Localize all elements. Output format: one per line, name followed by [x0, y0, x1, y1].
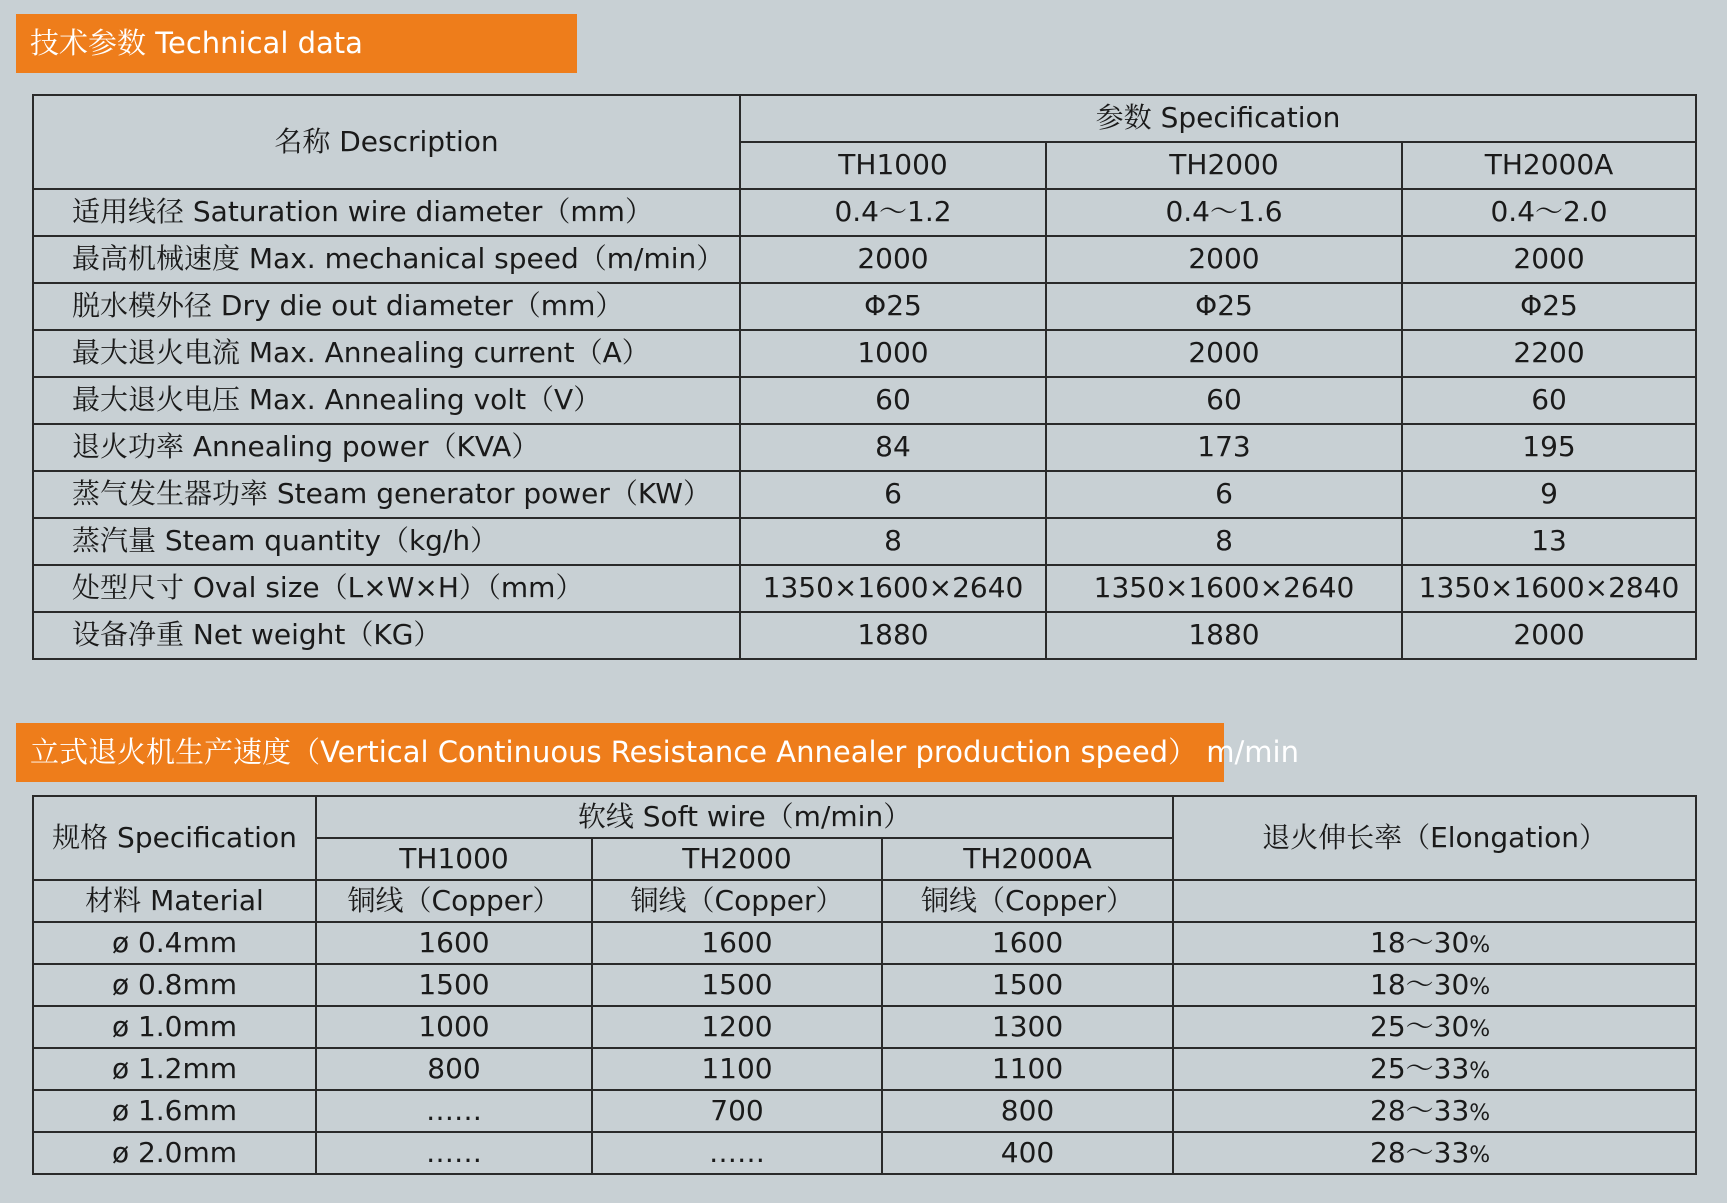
elongation-range: 18～30 — [1370, 967, 1470, 1001]
table-row — [33, 283, 1696, 330]
cell-th1000: 0.4～1.2 — [740, 189, 1046, 236]
model-header-th2000a: TH2000A — [882, 838, 1173, 880]
production-speed-title: 立式退火机生产速度（Vertical Continuous Resistance Annealer production speed） m/min — [30, 735, 1299, 769]
soft-wire-header: 软线 Soft wire（m/min） — [316, 796, 1173, 838]
cell-th2000a: 13 — [1402, 518, 1696, 565]
elongation-range: 25～33 — [1370, 1051, 1470, 1085]
table-row — [33, 1132, 1696, 1174]
cell-th2000a: 1100 — [882, 1048, 1173, 1090]
cell-th2000: 2000 — [1046, 236, 1402, 283]
cell-th2000a: 1500 — [882, 964, 1173, 1006]
cell-th2000: 1350×1600×2640 — [1046, 565, 1402, 612]
wire-size: ø 2.0mm — [33, 1132, 316, 1174]
table-header-row — [33, 796, 1696, 838]
cell-th2000a: 1300 — [882, 1006, 1173, 1048]
row-description: 蒸气发生器功率 Steam generator power（KW） — [33, 471, 740, 518]
table-row — [33, 1090, 1696, 1132]
material-header: 材料 Material — [33, 880, 316, 922]
copper-label: 铜线（Copper） — [882, 880, 1173, 922]
cell-th2000: Φ25 — [1046, 283, 1402, 330]
material-row — [33, 880, 1696, 922]
row-description: 最大退火电压 Max. Annealing volt（V） — [33, 377, 740, 424]
row-description: 脱水模外径 Dry die out diameter（mm） — [33, 283, 740, 330]
cell-th1000: 2000 — [740, 236, 1046, 283]
row-description: 蒸汽量 Steam quantity（kg/h） — [33, 518, 740, 565]
table-row — [33, 1048, 1696, 1090]
table-row — [33, 565, 1696, 612]
cell-th2000: 60 — [1046, 377, 1402, 424]
cell-th2000a: 2200 — [1402, 330, 1696, 377]
copper-label: 铜线（Copper） — [316, 880, 592, 922]
cell-th2000a: 2000 — [1402, 236, 1696, 283]
elongation-range: 28～33 — [1370, 1093, 1470, 1127]
cell-th2000: 0.4～1.6 — [1046, 189, 1402, 236]
row-description: 适用线径 Saturation wire diameter（mm） — [33, 189, 740, 236]
row-description: 最高机械速度 Max. mechanical speed（m/min） — [33, 236, 740, 283]
table-row — [33, 612, 1696, 659]
table-row — [33, 424, 1696, 471]
specification-header: 规格 Specification — [33, 796, 316, 880]
elongation-cell — [1173, 922, 1696, 964]
table-row — [33, 377, 1696, 424]
cell-th2000: 1100 — [592, 1048, 882, 1090]
cell-th2000a: 60 — [1402, 377, 1696, 424]
cell-th1000: …… — [316, 1132, 592, 1174]
model-header-th1000: TH1000 — [740, 142, 1046, 189]
model-header-th2000: TH2000 — [592, 838, 882, 880]
table-row — [33, 330, 1696, 377]
percent-unit: % — [1469, 1142, 1491, 1168]
table-row — [33, 922, 1696, 964]
percent-unit: % — [1469, 1100, 1491, 1126]
wire-size: ø 0.8mm — [33, 964, 316, 1006]
cell-th2000: …… — [592, 1132, 882, 1174]
cell-th1000: 1500 — [316, 964, 592, 1006]
cell-th1000: 1600 — [316, 922, 592, 964]
row-description: 处型尺寸 Oval size（L×W×H）（mm） — [33, 565, 740, 612]
cell-th2000: 1500 — [592, 964, 882, 1006]
cell-th1000: 6 — [740, 471, 1046, 518]
cell-th2000a: 2000 — [1402, 612, 1696, 659]
cell-th2000a: 400 — [882, 1132, 1173, 1174]
cell-th1000: Φ25 — [740, 283, 1046, 330]
specification-header: 参数 Specification — [740, 95, 1696, 142]
table-row — [33, 964, 1696, 1006]
elongation-cell — [1173, 1132, 1696, 1174]
wire-size: ø 1.0mm — [33, 1006, 316, 1048]
cell-th2000a: 0.4～2.0 — [1402, 189, 1696, 236]
cell-th1000: 8 — [740, 518, 1046, 565]
model-header-th1000: TH1000 — [316, 838, 592, 880]
elongation-header: 退火伸长率（Elongation） — [1173, 796, 1696, 880]
cell-th1000: 60 — [740, 377, 1046, 424]
cell-th2000: 1200 — [592, 1006, 882, 1048]
elongation-cell — [1173, 1006, 1696, 1048]
model-header-th2000a: TH2000A — [1402, 142, 1696, 189]
cell-th2000: 1600 — [592, 922, 882, 964]
percent-unit: % — [1469, 1058, 1491, 1084]
cell-th2000: 6 — [1046, 471, 1402, 518]
table-row — [33, 189, 1696, 236]
elongation-cell — [1173, 1048, 1696, 1090]
elongation-cell — [1173, 1090, 1696, 1132]
cell-th2000: 1880 — [1046, 612, 1402, 659]
percent-unit: % — [1469, 974, 1491, 1000]
wire-size: ø 0.4mm — [33, 922, 316, 964]
cell-th2000a: 1350×1600×2840 — [1402, 565, 1696, 612]
table-row — [33, 1006, 1696, 1048]
cell-th1000: 1000 — [740, 330, 1046, 377]
model-header-th2000: TH2000 — [1046, 142, 1402, 189]
cell-th2000a: 9 — [1402, 471, 1696, 518]
description-header: 名称 Description — [33, 95, 740, 189]
wire-size: ø 1.2mm — [33, 1048, 316, 1090]
cell-th2000: 8 — [1046, 518, 1402, 565]
cell-th1000: 84 — [740, 424, 1046, 471]
percent-unit: % — [1469, 1016, 1491, 1042]
cell-th2000a: Φ25 — [1402, 283, 1696, 330]
wire-size: ø 1.6mm — [33, 1090, 316, 1132]
cell-th2000a: 1600 — [882, 922, 1173, 964]
elongation-range: 28～33 — [1370, 1135, 1470, 1169]
technical-data-table — [32, 94, 1697, 660]
cell-th2000a: 800 — [882, 1090, 1173, 1132]
production-speed-heading — [16, 723, 1299, 782]
cell-th2000: 700 — [592, 1090, 882, 1132]
table-row — [33, 518, 1696, 565]
cell-th1000: …… — [316, 1090, 592, 1132]
cell-th2000: 2000 — [1046, 330, 1402, 377]
table-header-row — [33, 95, 1696, 142]
technical-data-title: 技术参数 Technical data — [30, 26, 363, 60]
cell-th1000: 1350×1600×2640 — [740, 565, 1046, 612]
copper-label: 铜线（Copper） — [592, 880, 882, 922]
empty-cell — [1173, 880, 1696, 922]
cell-th1000: 800 — [316, 1048, 592, 1090]
percent-unit: % — [1469, 932, 1491, 958]
row-description: 最大退火电流 Max. Annealing current（A） — [33, 330, 740, 377]
table-row — [33, 236, 1696, 283]
elongation-range: 18～30 — [1370, 925, 1470, 959]
cell-th1000: 1000 — [316, 1006, 592, 1048]
row-description: 设备净重 Net weight（KG） — [33, 612, 740, 659]
elongation-cell — [1173, 964, 1696, 1006]
cell-th2000a: 195 — [1402, 424, 1696, 471]
cell-th1000: 1880 — [740, 612, 1046, 659]
elongation-range: 25～30 — [1370, 1009, 1470, 1043]
production-speed-table — [32, 795, 1697, 1175]
cell-th2000: 173 — [1046, 424, 1402, 471]
row-description: 退火功率 Annealing power（KVA） — [33, 424, 740, 471]
technical-data-heading — [16, 14, 577, 73]
table-row — [33, 471, 1696, 518]
